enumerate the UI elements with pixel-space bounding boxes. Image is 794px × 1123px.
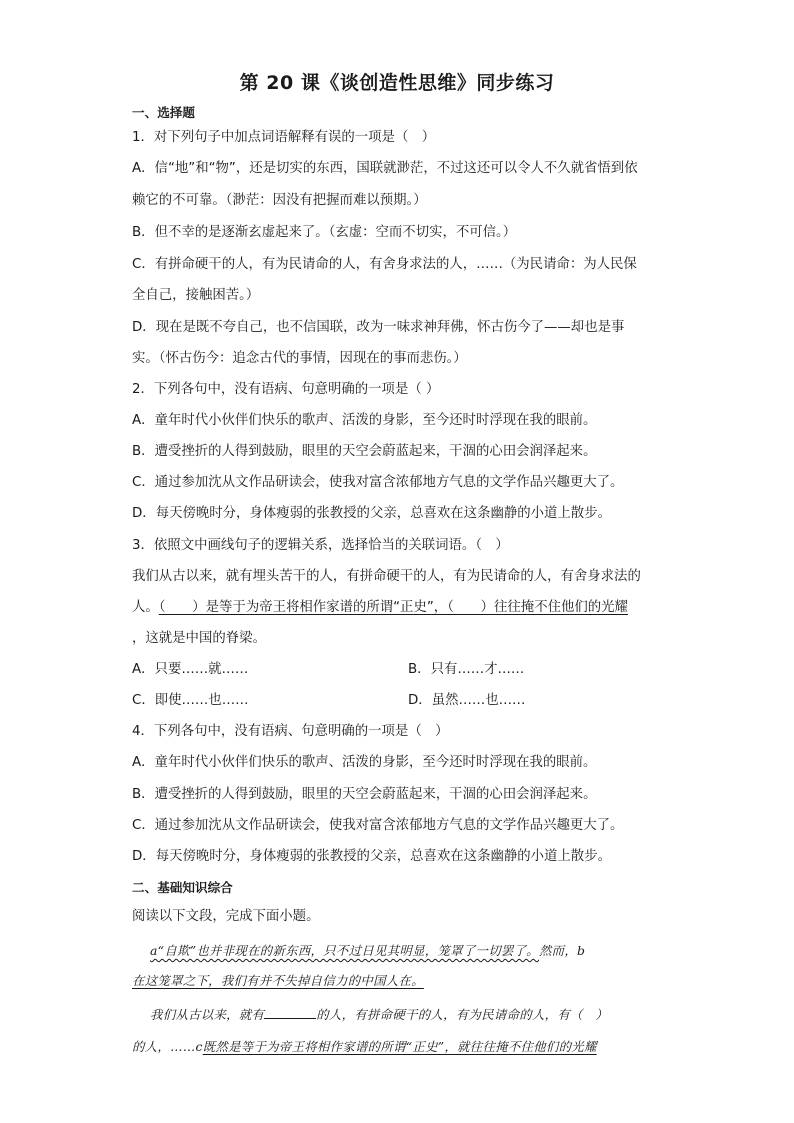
question-1-stem: 1．对下列句子中加点词语解释有误的一项是（ ） xyxy=(132,130,436,145)
reading-text: 的人，有拼命硬干的人，有为民请命的人，有（ ） xyxy=(316,1007,609,1022)
reading-para-1-line-1 xyxy=(150,942,672,960)
question-1-option-d: D．现在是既不夸自己，也不信国联，改为一味求神拜佛，怀古伤今了——却也是事 xyxy=(132,320,625,335)
question-3-passage-line-3: ，这就是中国的脊梁。 xyxy=(132,631,266,646)
question-2-option-c: C．通过参加沈从文作品研读会，使我对富含浓郁地方气息的文学作品兴趣更大了。 xyxy=(132,475,624,490)
question-2-option-a: A．童年时代小伙伴们快乐的歌声、活泼的身影，至今还时时浮现在我的眼前。 xyxy=(132,413,597,428)
question-3-passage-line-1: 我们从古以来，就有埋头苦干的人，有拼命硬干的人，有为民请命的人，有舍身求法的 xyxy=(132,569,641,584)
question-3-options-row-2 xyxy=(132,692,672,710)
section-heading-choice: 一、选择题 xyxy=(132,105,195,120)
question-4-option-c: C．通过参加沈从文作品研读会，使我对富含浓郁地方气息的文学作品兴趣更大了。 xyxy=(132,818,624,833)
question-4-option-d: D．每天傍晚时分，身体瘦弱的张教授的父亲，总喜欢在这条幽静的小道上散步。 xyxy=(132,849,611,864)
question-3-option-a: A．只要……就…… xyxy=(132,662,249,677)
reading-text: 我们从古以来，就有 xyxy=(150,1007,265,1022)
question-2-option-b: B．遭受挫折的人得到鼓励，眼里的天空会蔚蓝起来，干涸的心田会润泽起来。 xyxy=(132,444,597,459)
marked-sentence-c: 既然是等于为帝王将相作家谱的所谓“正史”，就往往掩不住他们的光耀 xyxy=(202,1039,597,1054)
section-heading-basics: 二、基础知识综合 xyxy=(132,880,233,895)
question-3-passage-line-2 xyxy=(132,599,672,617)
question-1-option-c: C．有拼命硬干的人，有为民请命的人，有舍身求法的人，……（为民请命：为人民保 xyxy=(132,257,637,272)
reading-para-1-line-2 xyxy=(132,972,672,990)
question-3-stem: 3．依照文中画线句子的逻辑关系，选择恰当的关联词语。（ ） xyxy=(132,538,509,553)
question-3-option-c: C．即使……也…… xyxy=(132,693,249,708)
reading-text: 然而，b xyxy=(538,943,586,958)
underlined-sentence: （ ）是等于为帝王将相作家谱的所谓“正史”，（ ）往往掩不住他们的光耀 xyxy=(158,600,628,615)
question-3-options-row-1 xyxy=(132,661,672,679)
question-4-option-a: A．童年时代小伙伴们快乐的歌声、活泼的身影，至今还时时浮现在我的眼前。 xyxy=(132,755,597,770)
fill-blank xyxy=(264,1006,316,1019)
question-4-option-b: B．遭受挫折的人得到鼓励，眼里的天空会蔚蓝起来，干涸的心田会润泽起来。 xyxy=(132,787,597,802)
marked-sentence-b: 在这笼罩之下，我们有并不失掉自信力的中国人在。 xyxy=(132,973,424,988)
question-3-option-d: D．虽然……也…… xyxy=(408,693,526,708)
question-1-option-d-cont: 实。（怀古伤今：追念古代的事情，因现在的事而悲伤。） xyxy=(132,351,467,366)
question-1-option-a: A．信“地”和“物”，还是切实的东西，国联就渺茫，不过这还可以令人不久就省悟到依 xyxy=(132,161,638,176)
question-1-option-b: B．但不幸的是逐渐玄虚起来了。（玄虚：空而不切实，不可信。） xyxy=(132,225,517,240)
question-4-stem: 4．下列各句中，没有语病、句意明确的一项是（ ） xyxy=(132,724,449,739)
reading-text: 的人，……c xyxy=(132,1039,203,1054)
reading-intro: 阅读以下文段，完成下面小题。 xyxy=(132,909,320,924)
passage-text: 人。 xyxy=(132,600,159,615)
question-2-stem: 2．下列各句中，没有语病、句意明确的一项是（ ） xyxy=(132,382,440,397)
question-1-option-c-cont: 全自己，接触困苦。） xyxy=(132,288,260,303)
question-2-option-d: D．每天傍晚时分，身体瘦弱的张教授的父亲，总喜欢在这条幽静的小道上散步。 xyxy=(132,506,611,521)
marked-sentence-a: a“自欺”也并非现在的新东西，只不过日见其明显，笼罩了一切罢了。 xyxy=(150,943,539,958)
question-1-option-a-cont: 赖它的不可靠。（渺茫：因没有把握而难以预期。） xyxy=(132,193,427,208)
page-title: 第 20 课《谈创造性思维》同步练习 xyxy=(239,72,555,94)
question-3-option-b: B．只有……才…… xyxy=(408,662,525,677)
reading-para-2-line-1 xyxy=(150,1006,672,1024)
reading-para-2-line-2 xyxy=(132,1038,672,1056)
